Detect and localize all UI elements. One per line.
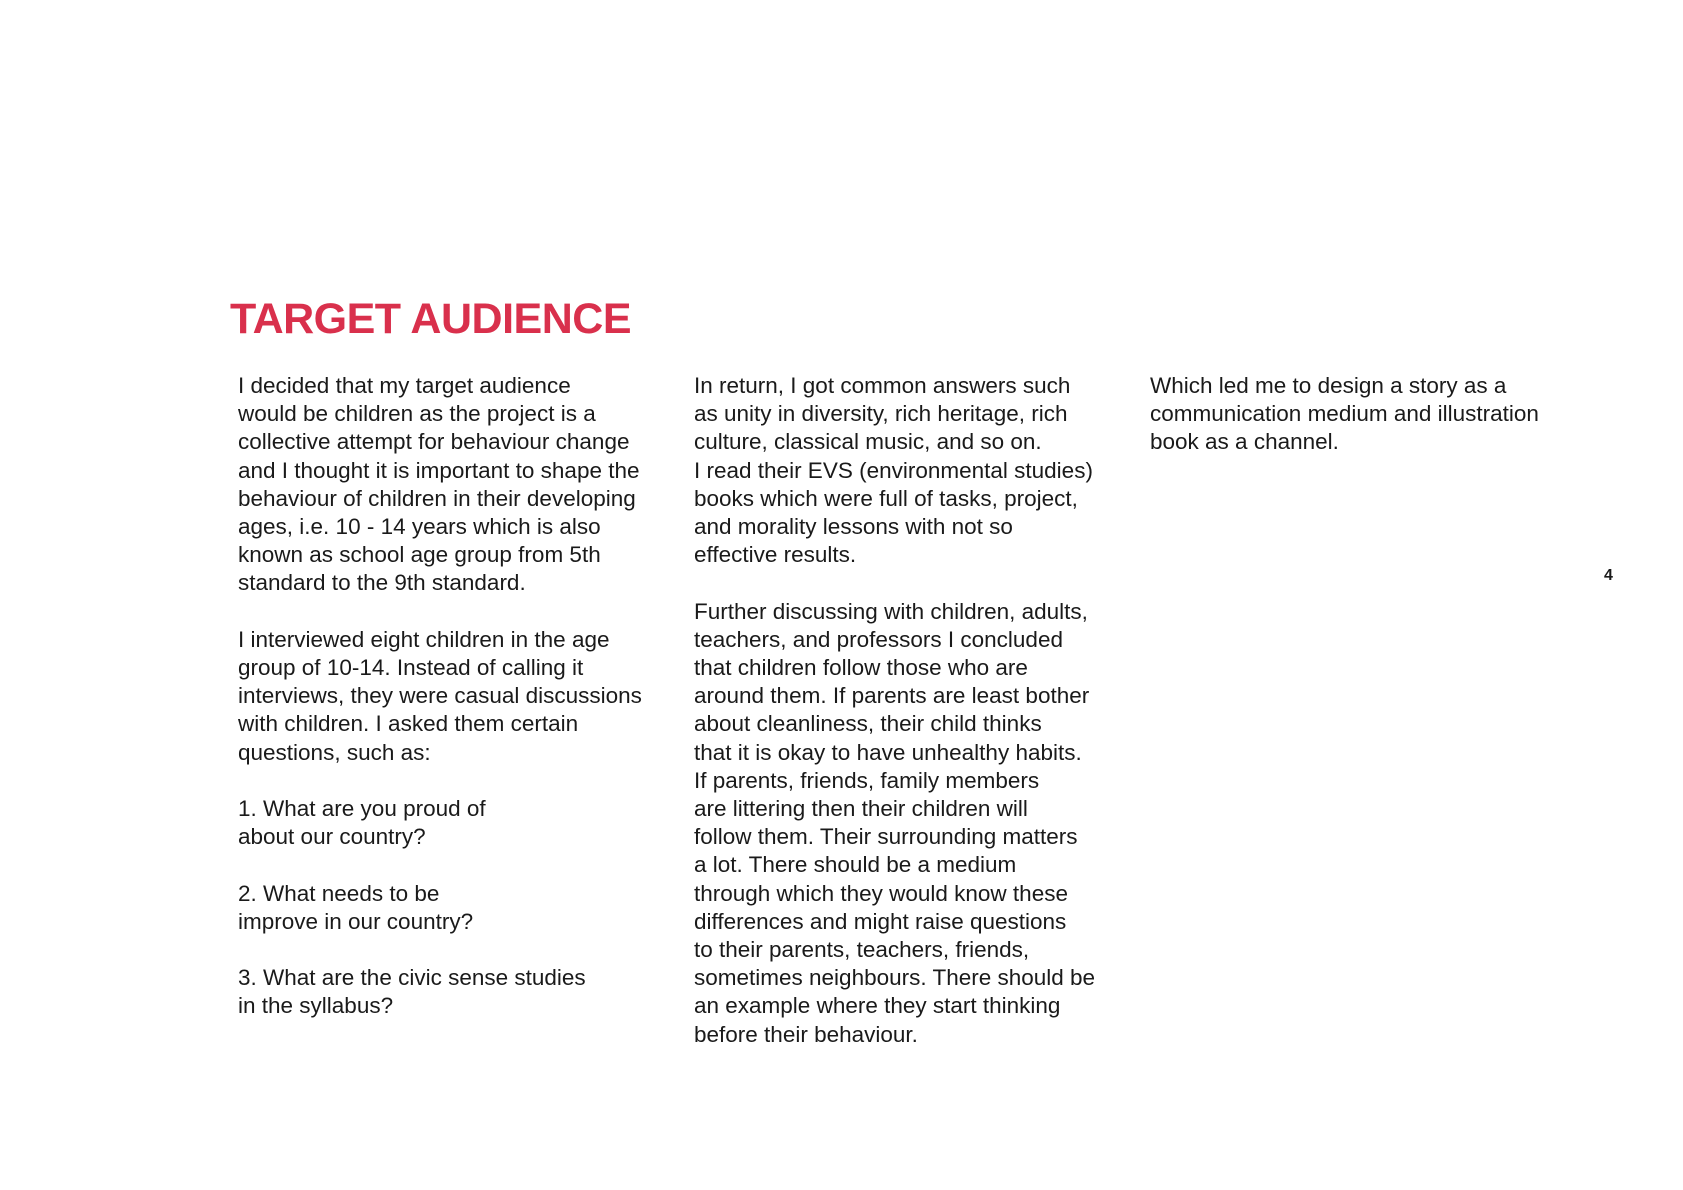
page-title: TARGET AUDIENCE [230, 295, 631, 343]
question-1: 1. What are you proud of about our country? [238, 796, 486, 850]
paragraph-target-audience-decision: I decided that my target audience would be children as the project is a collective attempt for behaviour change and I thought it is important to shape the behaviour of children in their developing ages, i.e. 10 - 14 years which is also known as school age group from 5th standard to the 9th standard. [238, 373, 640, 596]
paragraph-answers: In return, I got common answers such as unity in diversity, rich heritage, rich culture, classical music, and so on. I read their EVS (environmental studies) books which were full of tasks, project, and morality lessons with not so effective results. [694, 373, 1093, 568]
text-column-3 [1150, 372, 1590, 457]
paragraph-discussion-conclusion: Further discussing with children, adults, teachers, and professors I concluded that children follow those who are around them. If parents are least bother about cleanliness, their child thinks that it is okay to have unhealthy habits. If parents, friends, family members are littering then their children will follow them. Their surrounding matters a lot. There should be a medium through which they would know these differences and might raise questions to their parents, teachers, friends, sometimes neighbours. There should be an example where they start thinking before their behaviour. [694, 598, 1096, 1047]
paragraph-interviews: I interviewed eight children in the age group of 10-14. Instead of calling it interviews, they were casual discussions with children. I asked them certain questions, such as: [238, 626, 642, 765]
paragraph-design-decision: Which led me to design a story as a communication medium and illustration book as a channel. [1150, 373, 1539, 455]
text-column-2 [694, 372, 1134, 1049]
question-3: 3. What are the civic sense studies in the syllabus? [238, 965, 586, 1019]
question-2: 2. What needs to be improve in our country? [238, 880, 474, 934]
text-column-1 [238, 372, 678, 1021]
page-number: 4 [1604, 567, 1613, 584]
